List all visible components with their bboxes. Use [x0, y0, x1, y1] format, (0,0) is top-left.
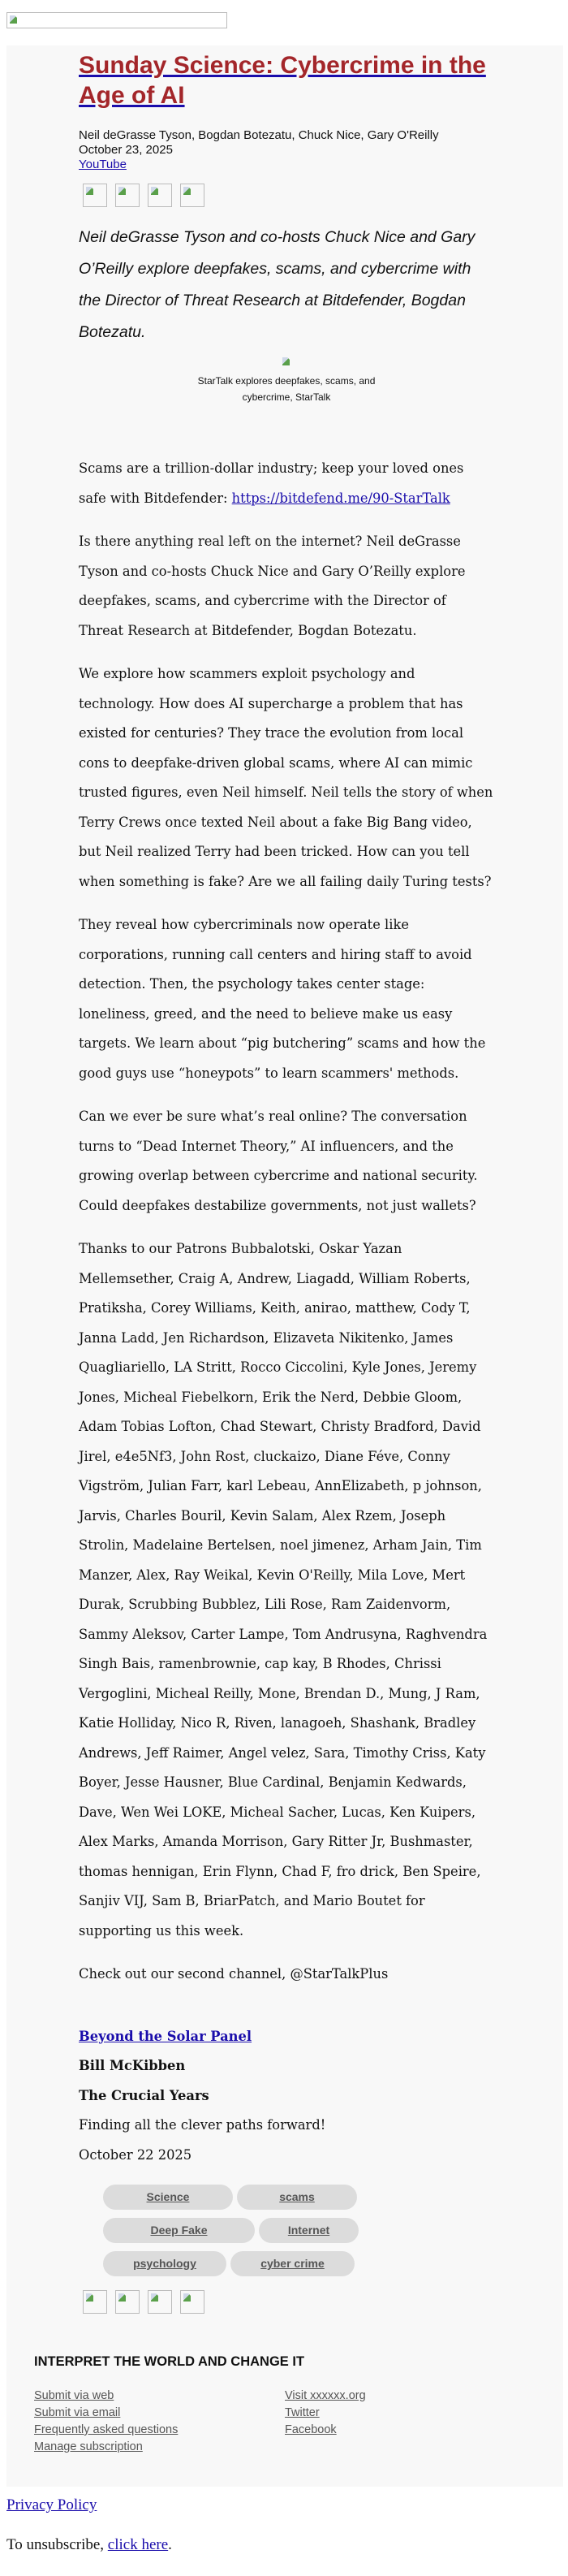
body-paragraph: Can we ever be sure what’s real online? The conversation turns to “Dead Internet Theory,” AI influencers, and the growing overlap between cybercrime and national security. Could deepfakes destabilize governments, not just wallets?: [79, 1109, 478, 1213]
footer-left-links: [34, 2388, 285, 2456]
unsubscribe-text: To unsubscribe,: [6, 2536, 108, 2553]
image-caption: StarTalk explores deepfakes, scams, and cybercrime, StarTalk: [197, 375, 376, 403]
tag-link[interactable]: Internet: [287, 2224, 330, 2237]
share-icon-1[interactable]: [83, 184, 107, 207]
share-icons: [83, 184, 494, 207]
tag-pill[interactable]: [103, 2251, 226, 2276]
newsletter-footer: [6, 2314, 563, 2487]
tag-pill[interactable]: [230, 2251, 355, 2276]
faq-link[interactable]: Frequently asked questions: [34, 2423, 179, 2436]
related-tagline: Finding all the clever paths forward!: [79, 2117, 326, 2133]
twitter-link[interactable]: Twitter: [285, 2406, 320, 2419]
manage-subscription-link[interactable]: Manage subscription: [34, 2440, 143, 2453]
article-meta: [79, 128, 494, 172]
related-date: October 22 2025: [79, 2146, 192, 2163]
article-card: [6, 45, 563, 2487]
submit-email-link[interactable]: Submit via email: [34, 2406, 121, 2419]
share-icon-4[interactable]: [180, 184, 204, 207]
header-logo-image: [6, 12, 227, 28]
tag-pill[interactable]: [103, 2185, 233, 2210]
submit-web-link[interactable]: Submit via web: [34, 2389, 114, 2402]
source-link[interactable]: YouTube: [79, 158, 127, 171]
unsubscribe-line: [6, 2536, 562, 2554]
unsubscribe-link[interactable]: click here: [107, 2536, 169, 2553]
share-icon-2[interactable]: [115, 2290, 140, 2314]
share-icon-2[interactable]: [115, 184, 140, 207]
tag-pill[interactable]: [259, 2218, 359, 2243]
body-paragraph: We explore how scammers exploit psychology and technology. How does AI supercharge a problem that has existed for centuries? They trace the evolution from local cons to deepfake-driven global scams, where AI can mimic trusted figures, even Neil himself. Neil tells the story of when Terry Crews once texted Neil about a fake Big Bang video, but Neil realized Terry had been tricked. How can you tell when something is fake? Are we all failing daily Turing tests?: [79, 666, 493, 889]
share-icons-bottom: [83, 2290, 494, 2314]
share-icon-3[interactable]: [148, 2290, 172, 2314]
tag-list: [103, 2185, 444, 2276]
privacy-policy-link[interactable]: Privacy Policy: [6, 2496, 97, 2513]
sponsor-link[interactable]: https://bitdefend.me/90-StarTalk: [231, 490, 450, 506]
tag-link[interactable]: Deep Fake: [150, 2224, 208, 2237]
body-paragraph: Is there anything real left on the internet? Neil deGrasse Tyson and co-hosts Chuck Nice and Gary O’Reilly explore deepfakes, scams, and cybercrime with the Director of Threat Research at Bitdefender, Bogdan Botezatu.: [79, 534, 466, 638]
article-figure: [79, 355, 494, 405]
sponsor-paragraph: [79, 454, 494, 513]
related-publication: The Crucial Years: [79, 2087, 209, 2103]
unsubscribe-period: .: [168, 2536, 172, 2553]
tag-pill[interactable]: [237, 2185, 357, 2210]
second-channel-paragraph: Check out our second channel, @StarTalkPlus: [79, 1966, 389, 1982]
related-post-link[interactable]: Beyond the Solar Panel: [79, 2028, 252, 2044]
article-authors: Neil deGrasse Tyson, Bogdan Botezatu, Chuck Nice, Gary O'Reilly: [79, 128, 439, 142]
article-body: [79, 454, 494, 1990]
share-icon-3[interactable]: [148, 184, 172, 207]
footer-right-links: [285, 2388, 536, 2456]
article-title: [79, 49, 494, 110]
tag-link[interactable]: scams: [279, 2190, 315, 2203]
related-author: Bill McKibben: [79, 2058, 186, 2073]
article-summary: Neil deGrasse Tyson and co-hosts Chuck Nice and Gary O’Reilly explore deepfakes, scams, and cybercrime with the Director of Threat Research at Bitdefender, Bogdan Botezatu.: [79, 228, 475, 341]
sponsor-text: Scams are a trillion-dollar industry; keep your loved ones safe with Bitdefender:: [79, 460, 464, 506]
article-date: October 23, 2025: [79, 143, 173, 157]
legal-footer: [0, 2487, 568, 2554]
article-title-link[interactable]: Sunday Science: Cybercrime in the Age of AI: [79, 52, 486, 109]
visit-site-link[interactable]: Visit xxxxxx.org: [285, 2389, 366, 2402]
share-icon-4[interactable]: [180, 2290, 204, 2314]
patrons-paragraph: Thanks to our Patrons Bubbalotski, Oskar Yazan Mellemsether, Craig A, Andrew, Liagadd, William Roberts, Pratiksha, Corey Williams, Keith, anirao, matthew, Cody T, Janna Ladd, Jen Richardson, Elizaveta Nikitenko, James Quagliariello, LA Stritt, Rocco Ciccolini, Kyle Jones, Jeremy Jones, Micheal Fiebelkorn, Erik the Nerd, Debbie Gloom, Adam Tobias Lofton, Chad Stewart, Christy Bradford, David Jirel, e4e5Nf3, John Rost, cluckaizo, Diane Féve, Conny Vigström, Julian Farr, karl Lebeau, AnnElizabeth, p johnson, Jarvis, Charles Bouril, Kevin Salam, Alex Rzem, Joseph Strolin, Madelaine Bertelsen, noel jimenez, Arham Jain, Tim Manzer, Alex, Ray Weikal, Kevin O'Reilly, Mila Love, Mert Durak, Scrubbing Bubblez, Lili Rose, Ram Zaidenvorm, Sammy Aleksov, Carter Lampe, Tom Andrusyna, Raghvendra Singh Bais, ramenbrownie, cap kay, B Rhodes, Chrissi Vergoglini, Micheal Reilly, Mone, Brendan D., Mung, J Ram, Katie Holliday, Nico R, Riven, lanagoeh, Shashank, Bradley Andrews, Jeff Raimer, Angel velez, Sara, Timothy Criss, Katy Boyer, Jesse Hausner, Blue Cardinal, Benjamin Kedwards, Dave, Wen Wei LOKE, Micheal Sacher, Lucas, Ken Kuipers, Alex Marks, Amanda Morrison, Gary Ritter Jr, Bushmaster, thomas hennigan, Erin Flynn, Chad F, fro drick, Ben Speire, Sanjiv VIJ, Sam B, BriarPatch, and Mario Boutet for supporting us this week.: [79, 1241, 488, 1938]
related-post: [79, 2022, 494, 2171]
facebook-link[interactable]: Facebook: [285, 2423, 337, 2436]
tag-pill[interactable]: [103, 2218, 255, 2243]
article-image: [280, 355, 293, 368]
footer-heading: INTERPRET THE WORLD AND CHANGE IT: [34, 2354, 305, 2369]
body-paragraph: They reveal how cybercriminals now operate like corporations, running call centers and hiring staff to avoid detection. Then, the psychology takes center stage: loneliness, greed, and the need to believe make us easy targets. We learn about “pig butchering” scams and how the good guys use “honeypots” to learn scammers' methods.: [79, 917, 486, 1081]
tag-link[interactable]: psychology: [133, 2257, 196, 2270]
tag-link[interactable]: Science: [146, 2190, 190, 2203]
share-icon-1[interactable]: [83, 2290, 107, 2314]
tag-link[interactable]: cyber crime: [260, 2257, 325, 2270]
